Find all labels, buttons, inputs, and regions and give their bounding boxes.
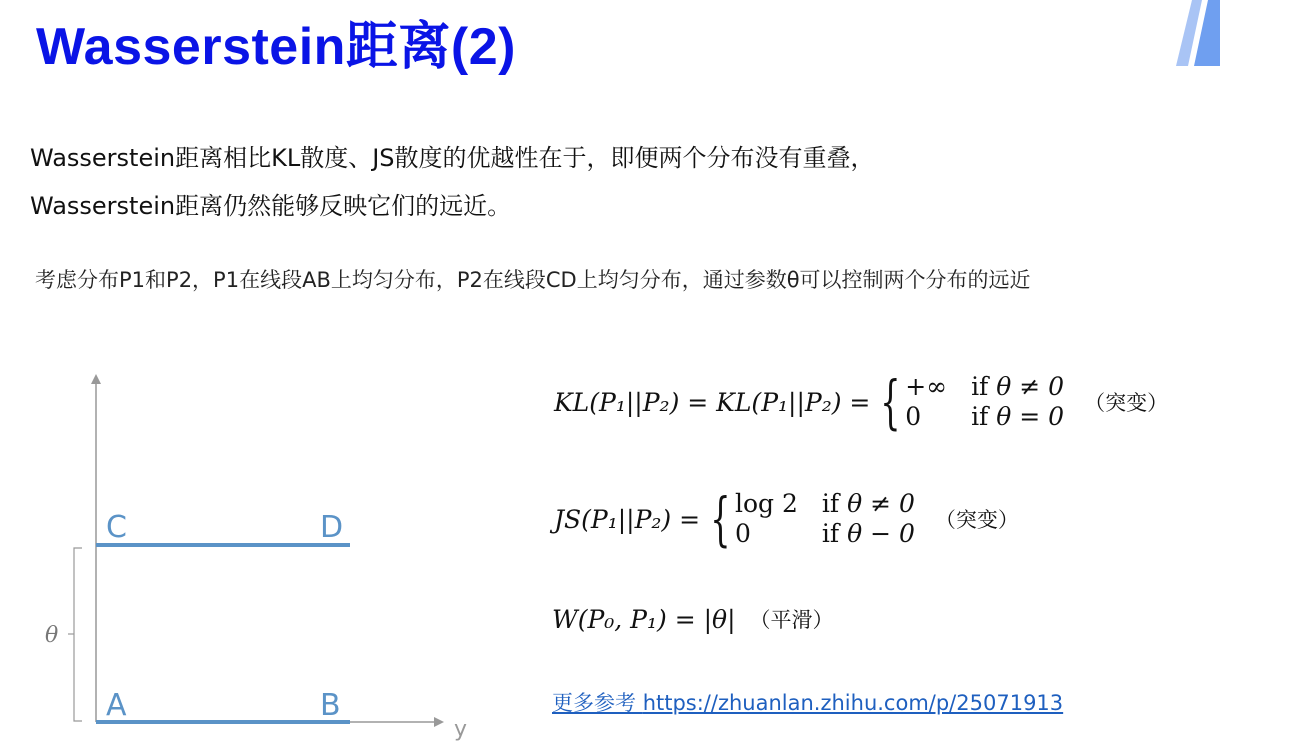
label-b: B <box>320 688 341 723</box>
kl-formula <box>554 368 1169 436</box>
w-lhs: W(P₀, P₁) = |θ| <box>552 604 736 634</box>
x-axis-label: y <box>454 717 468 742</box>
theta-label: θ <box>45 623 59 648</box>
js-case2-cond: if θ − 0 <box>821 519 915 548</box>
kl-case2-cond: if θ = 0 <box>971 402 1065 431</box>
reference-link-prefix: 更多参考 <box>552 691 636 715</box>
js-case1-value: log 2 <box>735 489 798 518</box>
setup-note: 考虑分布P1和P2，P1在线段AB上均匀分布，P2在线段CD上均匀分布，通过参数θ可以控制两个分布的远近 <box>35 268 1031 292</box>
y-axis-arrow <box>91 374 101 384</box>
label-d: D <box>320 510 344 545</box>
theta-bracket <box>74 548 82 721</box>
intro-paragraph <box>30 134 875 230</box>
kl-lhs: KL(P₁||P₂) = KL(P₁||P₂) = <box>554 387 871 417</box>
kl-case1-cond: if θ ≠ 0 <box>971 372 1065 401</box>
js-case1-cond: if θ ≠ 0 <box>821 489 915 518</box>
intro-line-1: Wasserstein距离相比KL散度、JS散度的优越性在于，即便两个分布没有重叠， <box>30 144 875 172</box>
js-formula <box>554 485 1019 553</box>
corner-decoration <box>1170 0 1220 66</box>
distribution-diagram <box>0 360 500 753</box>
x-axis-arrow <box>434 717 444 727</box>
js-tag: （突变） <box>934 508 1019 532</box>
reference-link-url: https://zhuanlan.zhihu.com/p/25071913 <box>642 691 1064 715</box>
page-title: Wasserstein距离(2) <box>36 18 516 76</box>
intro-line-2: Wasserstein距离仍然能够反映它们的远近。 <box>30 192 512 220</box>
kl-case2-value: 0 <box>905 402 922 431</box>
w-formula <box>552 604 834 634</box>
kl-tag: （突变） <box>1084 391 1169 415</box>
w-tag: （平滑） <box>749 608 834 632</box>
label-a: A <box>106 688 127 723</box>
js-case2-value: 0 <box>735 519 751 548</box>
kl-brace: { <box>880 368 901 436</box>
kl-case1-value: +∞ <box>905 372 948 401</box>
label-c: C <box>106 510 127 545</box>
js-lhs: JS(P₁||P₂) = <box>554 504 701 534</box>
reference-link[interactable] <box>552 687 1063 717</box>
js-brace: { <box>710 485 731 553</box>
